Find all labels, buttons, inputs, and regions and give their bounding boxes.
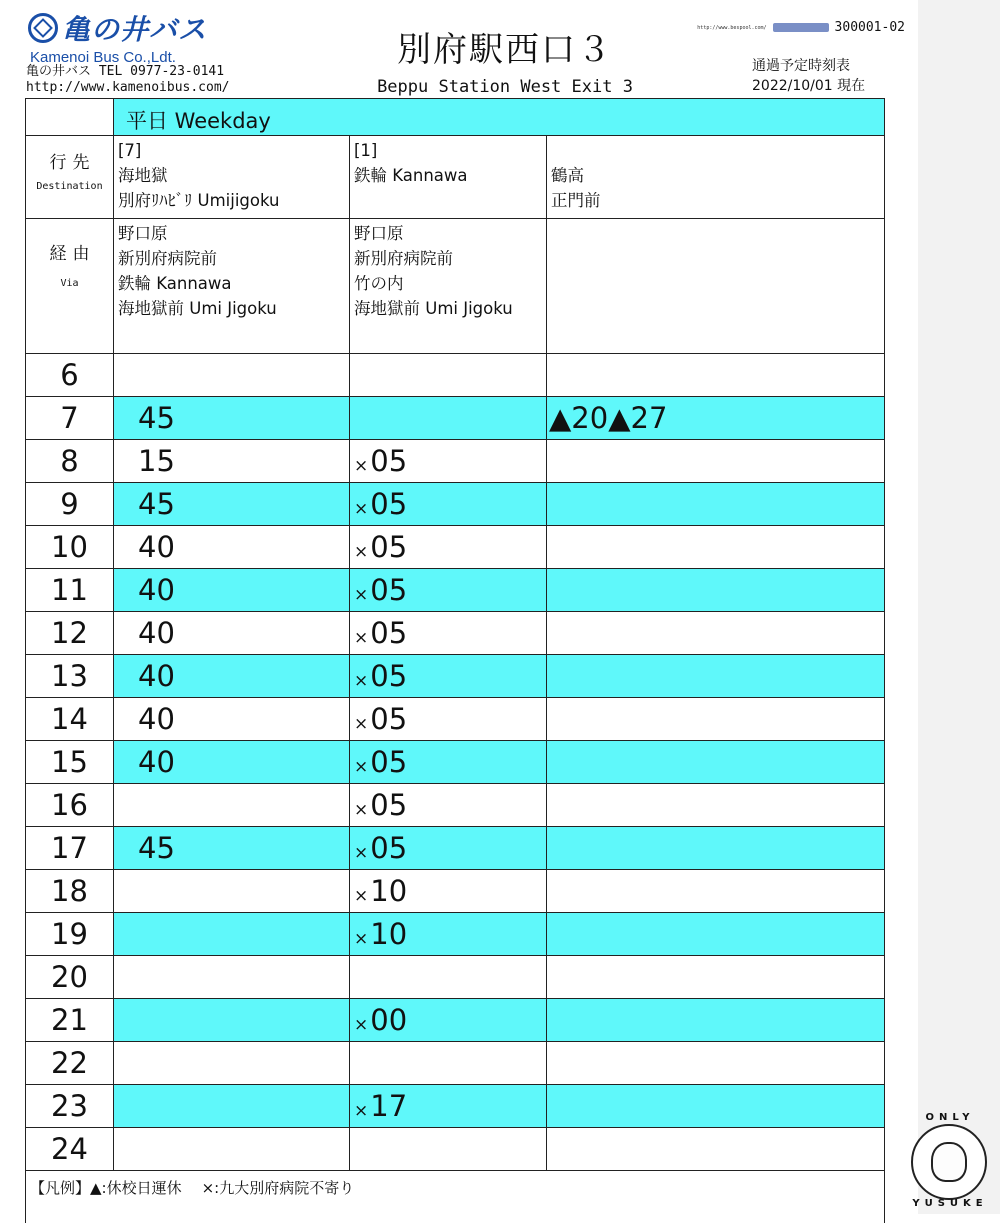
hour-cell: 17: [26, 827, 114, 870]
via-stop: 野口原: [118, 221, 345, 246]
legend-row: [26, 1171, 885, 1223]
via-stop: 野口原: [354, 221, 542, 246]
departure-minutes-route-7: 45: [114, 827, 350, 870]
departure-minutes-tsurukou: [547, 483, 885, 526]
hour-cell: 8: [26, 440, 114, 483]
minute-value: 10: [370, 874, 407, 908]
hour-cell: 9: [26, 483, 114, 526]
departure-minutes-tsurukou: [547, 354, 885, 397]
company-logo: [28, 8, 207, 66]
company-contact: [26, 64, 230, 96]
destination-name: 鉄輪 Kannawa: [354, 163, 542, 188]
hour-cell: 20: [26, 956, 114, 999]
skip-hospital-mark: ×: [354, 886, 368, 906]
legend: [26, 1171, 885, 1223]
departure-minutes-route-7: [114, 1128, 350, 1171]
hour-row: [26, 397, 885, 440]
day-band-row: [26, 99, 885, 136]
minute-value: 10: [370, 917, 407, 951]
departure-minutes-tsurukou: [547, 741, 885, 784]
skip-hospital-mark: ×: [354, 456, 368, 476]
hour-row: [26, 440, 885, 483]
departure-minutes-route-1: [350, 354, 547, 397]
departure-minutes-tsurukou: [547, 827, 885, 870]
day-type-title: 平日 Weekday: [114, 99, 885, 136]
minute-value: 05: [370, 444, 407, 478]
departure-minutes-route-1: [350, 1042, 547, 1085]
departure-minutes-tsurukou: [547, 784, 885, 827]
destination-name-secondary: 別府ﾘﾊﾋﾞﾘ Umijigoku: [118, 188, 345, 213]
hour-rows: [26, 354, 885, 1171]
departure-minutes-route-7: [114, 999, 350, 1042]
skip-hospital-mark: ×: [354, 929, 368, 949]
departure-minutes-route-1: [350, 870, 547, 913]
departure-minutes-route-7: 40: [114, 741, 350, 784]
skip-hospital-mark: ×: [354, 800, 368, 820]
minute-value: 05: [370, 831, 407, 865]
departure-minutes-route-1: [350, 1128, 547, 1171]
via-stops-tsurukou: [547, 219, 885, 354]
via-row: [26, 219, 885, 354]
departure-minutes-route-1: [350, 956, 547, 999]
document-code: 300001-02: [835, 20, 905, 35]
via-stop: 新別府病院前: [118, 246, 345, 271]
departure-minutes-route-1: [350, 913, 547, 956]
minute-value: 05: [370, 659, 407, 693]
company-emblem-icon: [28, 13, 58, 43]
hour-cell: 6: [26, 354, 114, 397]
hour-cell: 24: [26, 1128, 114, 1171]
destination-name: 海地獄: [118, 163, 345, 188]
hour-cell: 7: [26, 397, 114, 440]
minute-value: 05: [370, 745, 407, 779]
hour-row: [26, 784, 885, 827]
departure-minutes-tsurukou: [547, 1085, 885, 1128]
via-stop: 新別府病院前: [354, 246, 542, 271]
departure-minutes-tsurukou: [547, 569, 885, 612]
hour-row: [26, 827, 885, 870]
skip-hospital-mark: ×: [354, 1015, 368, 1035]
hour-row: [26, 1128, 885, 1171]
hour-row: [26, 354, 885, 397]
timetable-notice: [752, 56, 902, 96]
departure-minutes-tsurukou: [547, 956, 885, 999]
badge-bottom-text: YUSUKE: [905, 1198, 995, 1209]
departure-minutes-route-7: [114, 913, 350, 956]
hour-cell: 15: [26, 741, 114, 784]
skip-hospital-mark: ×: [354, 628, 368, 648]
hour-cell: 10: [26, 526, 114, 569]
departure-minutes-route-7: 40: [114, 526, 350, 569]
minute-value: 05: [370, 487, 407, 521]
minute-value: 00: [370, 1003, 407, 1037]
departure-minutes-route-7: [114, 1042, 350, 1085]
departure-minutes-route-1: [350, 397, 547, 440]
departure-minutes-tsurukou: [547, 612, 885, 655]
departure-minutes-tsurukou: [547, 440, 885, 483]
logo-english: Kamenoi Bus Co.,Ldt.: [30, 49, 207, 66]
via-stop: 海地獄前 Umi Jigoku: [354, 296, 542, 321]
via-stops-route-7: [114, 219, 350, 354]
hour-row: [26, 999, 885, 1042]
minute-value: 05: [370, 616, 407, 650]
minute-value: 05: [370, 788, 407, 822]
departure-minutes-tsurukou: [547, 870, 885, 913]
skip-hospital-mark: ×: [354, 843, 368, 863]
destination-name-secondary: 正門前: [551, 188, 880, 213]
destination-row: [26, 136, 885, 219]
minute-value: 17: [370, 1089, 407, 1123]
destination-name: 鶴高: [551, 163, 880, 188]
notice-title: 通過予定時刻表: [752, 56, 902, 76]
hour-row: [26, 612, 885, 655]
hour-row: [26, 483, 885, 526]
tiny-url: http://www.bespool.com/: [697, 25, 766, 31]
hour-row: [26, 526, 885, 569]
minute-value: 05: [370, 702, 407, 736]
hour-row: [26, 956, 885, 999]
skip-hospital-mark: ×: [354, 757, 368, 777]
badge-top-text: ONLY: [905, 1112, 995, 1123]
page-gutter: [918, 0, 1000, 1214]
hour-cell: 11: [26, 569, 114, 612]
departure-minutes-tsurukou: [547, 526, 885, 569]
hour-row: [26, 870, 885, 913]
document-reference: [690, 20, 905, 35]
departure-minutes-route-1: [350, 784, 547, 827]
departure-minutes-route-1: [350, 569, 547, 612]
via-stop: 海地獄前 Umi Jigoku: [118, 296, 345, 321]
skip-hospital-mark: ×: [354, 671, 368, 691]
route-number: [7]: [118, 138, 345, 163]
departure-minutes-route-7: 15: [114, 440, 350, 483]
departure-minutes-route-1: [350, 483, 547, 526]
departure-minutes-route-7: [114, 1085, 350, 1128]
skip-hospital-mark: ×: [354, 585, 368, 605]
stop-name-en: Beppu Station West Exit 3: [350, 77, 660, 97]
hour-row: [26, 741, 885, 784]
skip-hospital-mark: ×: [354, 714, 368, 734]
route-number: [1]: [354, 138, 542, 163]
hour-cell: 18: [26, 870, 114, 913]
departure-minutes-route-1: [350, 827, 547, 870]
legend-hospital: ×:九大別府病院不寄り: [202, 1179, 355, 1197]
departure-minutes-route-1: [350, 698, 547, 741]
departure-minutes-route-7: 45: [114, 483, 350, 526]
departure-minutes-route-1: [350, 612, 547, 655]
hour-cell: 19: [26, 913, 114, 956]
destination-tsurukou: [547, 136, 885, 219]
hour-row: [26, 913, 885, 956]
via-label: 経由 Via: [26, 219, 114, 354]
departure-minutes-route-7: [114, 354, 350, 397]
minute-value: 05: [370, 530, 407, 564]
departure-minutes-tsurukou: [547, 1042, 885, 1085]
hour-row: [26, 569, 885, 612]
departure-minutes-route-7: 45: [114, 397, 350, 440]
skip-hospital-mark: ×: [354, 499, 368, 519]
destination-label: 行先 Destination: [26, 136, 114, 219]
timetable: [25, 98, 885, 1223]
contact-phone: 亀の井バス TEL 0977-23-0141: [26, 64, 230, 80]
departure-minutes-route-7: [114, 956, 350, 999]
departure-minutes-route-1: [350, 526, 547, 569]
hour-cell: 22: [26, 1042, 114, 1085]
departure-minutes-route-7: [114, 784, 350, 827]
departure-minutes-tsurukou: [547, 655, 885, 698]
tiny-logo-badge: [773, 23, 829, 32]
hour-row: [26, 698, 885, 741]
departure-minutes-route-7: 40: [114, 569, 350, 612]
hour-row: [26, 655, 885, 698]
via-stop: 竹の内: [354, 271, 542, 296]
departure-minutes-tsurukou: [547, 999, 885, 1042]
departure-minutes-route-7: 40: [114, 655, 350, 698]
departure-minutes-route-7: [114, 870, 350, 913]
hour-cell: 21: [26, 999, 114, 1042]
departure-minutes-tsurukou: ▲20▲27: [547, 397, 885, 440]
departure-minutes-route-7: 40: [114, 612, 350, 655]
watermark-badge: [905, 1112, 997, 1210]
skip-hospital-mark: ×: [354, 1101, 368, 1121]
departure-minutes-tsurukou: [547, 1128, 885, 1171]
via-stops-route-1: [350, 219, 547, 354]
stop-name-jp: 別府駅西口３: [350, 22, 660, 71]
hour-cell: 13: [26, 655, 114, 698]
via-stop: 鉄輪 Kannawa: [118, 271, 345, 296]
hour-row: [26, 1042, 885, 1085]
departure-minutes-route-1: [350, 440, 547, 483]
departure-minutes-route-1: [350, 655, 547, 698]
character-avatar-icon: [931, 1142, 967, 1182]
departure-minutes-route-1: [350, 1085, 547, 1128]
destination-route-7: [114, 136, 350, 219]
notice-date: 2022/10/01 現在: [752, 76, 902, 96]
legend-holiday: 【凡例】▲:休校日運休: [30, 1179, 182, 1197]
minute-value: 05: [370, 573, 407, 607]
skip-hospital-mark: ×: [354, 542, 368, 562]
departure-minutes-tsurukou: [547, 698, 885, 741]
hour-cell: 23: [26, 1085, 114, 1128]
hour-cell: 14: [26, 698, 114, 741]
contact-url: http://www.kamenoibus.com/: [26, 80, 230, 96]
hour-row: [26, 1085, 885, 1128]
departure-minutes-tsurukou: [547, 913, 885, 956]
departure-minutes-route-7: 40: [114, 698, 350, 741]
hour-cell: 12: [26, 612, 114, 655]
departure-minutes-route-1: [350, 999, 547, 1042]
destination-route-1: [350, 136, 547, 219]
hour-cell: 16: [26, 784, 114, 827]
stop-title: [350, 22, 660, 97]
logo-japanese: 亀の井バス: [62, 8, 207, 48]
departure-minutes-route-1: [350, 741, 547, 784]
